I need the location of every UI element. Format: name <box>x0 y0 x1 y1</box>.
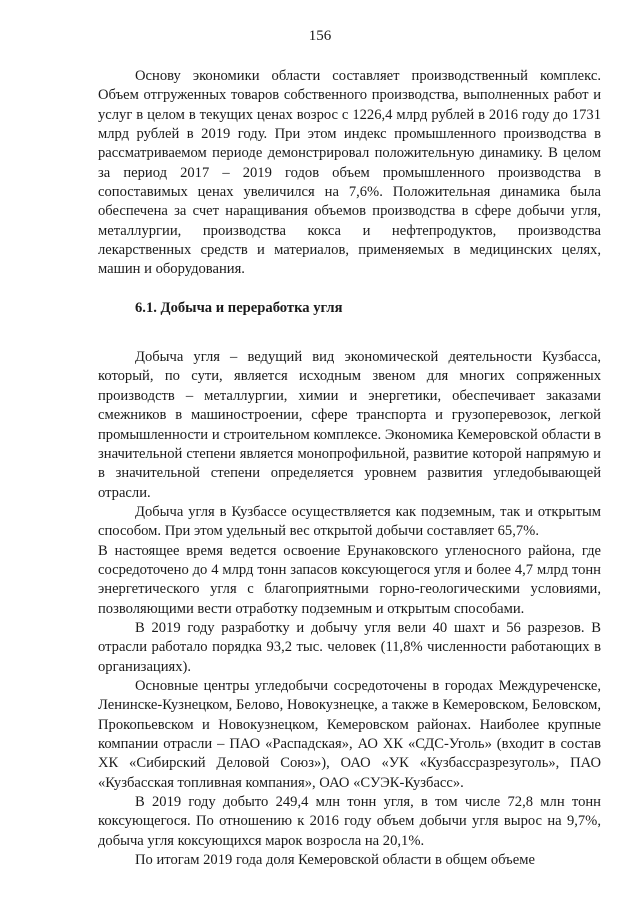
paragraph-coal-mining-overview: Добыча угля – ведущий вид экономической деятельности Кузбасса, который, по сути, является исходным звеном для многих сопряженных производств – металлургии, химии и энергетики, обеспечивает заказами смежников в машиностроении, сфере транспорта и грузоперевозок, легкой промышленности и строительном комплексе. Экономика Кемеровской области в значительной степени является монопрофильной, развитие которой напрямую и в значительной степени определяется уровнем развития угледобывающей отрасли. <box>98 349 601 501</box>
paragraph-production-volume: В 2019 году добыто 249,4 млн тонн угля, в том числе 72,8 млн тонн коксующегося. По отношению к 2016 году объем добычи угля вырос на 9,7%, добыча угля коксующихся марок возросла на 20,1%. <box>98 794 601 849</box>
intro-paragraph: Основу экономики области составляет производственный комплекс. Объем отгруженных товаров собственного производства, выполненных работ и услуг в целом в текущих ценах возрос с 1226,4 млрд рублей в 2016 году до 1731 млрд рублей в 2019 году. При этом индекс промышленного производства в рассматриваемом периоде демонстрировал положительную динамику. В целом за период 2017 – 2019 годов объем промышленного производства в сопоставимых ценах увеличился на 7,6%. Положительная динамика была обеспечена за счет наращивания объемов производства в сфере добычи угля, металлургии, производства кокса и нефтепродуктов, производства лекарственных средств и материалов, применяемых в медицинских целях, машин и оборудования. <box>98 68 601 278</box>
paragraph-erunakovsky-district: В настоящее время ведется освоение Ерунаковского угленосного района, где сосредоточено до 4 млрд тонн запасов коксующегося угля и более 4,7 млрд тонн энергетического угля с благоприятными горно-геологическими условиями, позволяющими вести отработку подземным и открытым способами. <box>98 542 601 617</box>
section-heading: 6.1. Добыча и переработка угля <box>135 299 343 316</box>
paragraph-regional-share: По итогам 2019 года доля Кемеровской области в общем объеме <box>135 852 535 869</box>
paragraph-mining-methods: Добыча угля в Кузбассе осуществляется как подземным, так и открытым способом. При этом удельный вес открытой добычи составляет 65,7%. <box>98 503 601 540</box>
paragraph-mining-centers-companies: Основные центры угледобычи сосредоточены в городах Междуреченске, Ленинске-Кузнецком, Белово, Новокузнецке, а также в Кемеровском, Беловском, Прокопьевском и Новокузнецком, Кемеровском районах. Наиболее крупные компании отрасли – ПАО «Распадская», АО ХК «СДС-Уголь» (входит в состав ХК «Сибирский Деловой Союз»), ОАО «УК «Кузбассразрезуголь», ПАО «Кузбасская топливная компания», ОАО «СУЭК-Кузбасс». <box>98 677 601 791</box>
document-body <box>98 67 601 870</box>
paragraph-mines-and-workforce: В 2019 году разработку и добычу угля вели 40 шахт и 56 разрезов. В отрасли работало порядка 93,2 тыс. человек (11,8% численности работающих в организациях). <box>98 619 601 675</box>
page-number: 156 <box>308 28 332 44</box>
